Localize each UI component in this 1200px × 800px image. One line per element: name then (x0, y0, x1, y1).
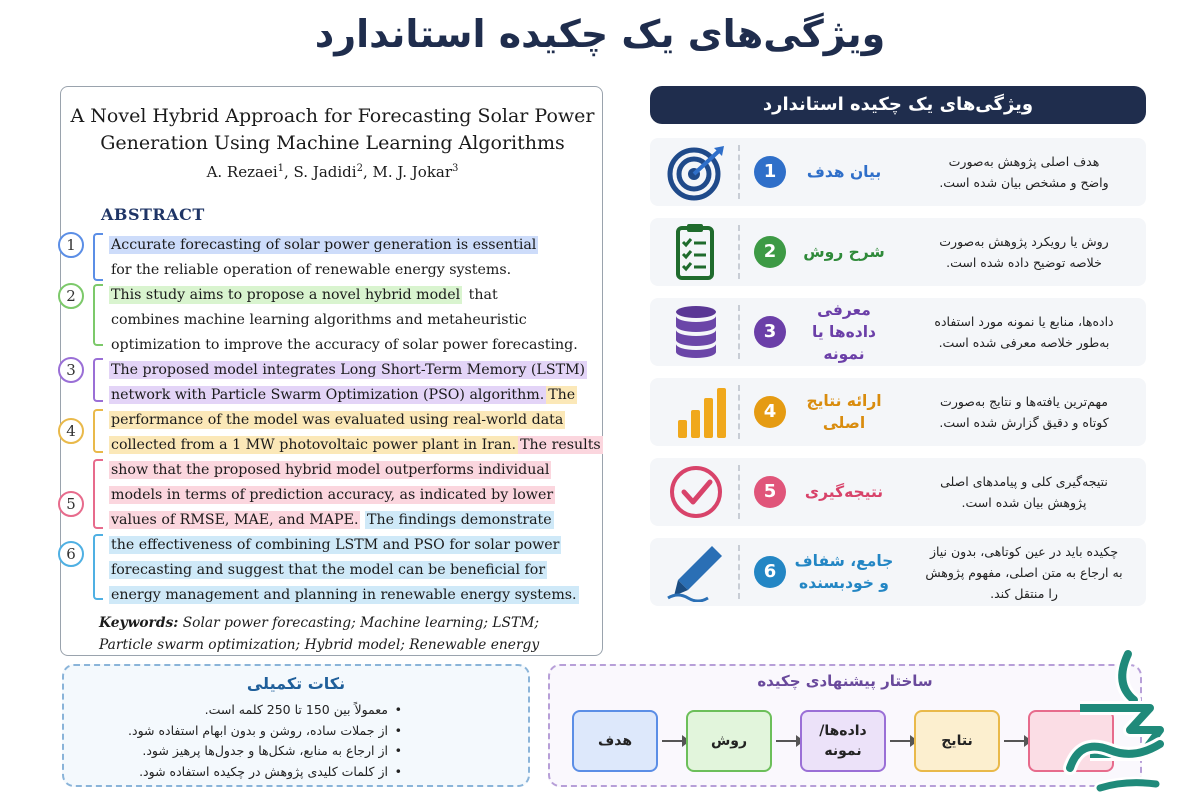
highlight-data: network with Particle Swarm Optimization (PSO) algorithm. (111, 387, 545, 403)
highlight-method: This study aims to propose a novel hybrid model (111, 287, 461, 303)
abstract-line (109, 233, 538, 258)
highlight-results: collected from a 1 MW photovoltaic power plant in Iran. (111, 437, 517, 453)
highlight-comprehensive: forecasting and suggest that the model can be beneficial for (111, 562, 546, 578)
feature-description-line: روش یا رویکرد پژوهش به‌صورت (939, 234, 1109, 249)
structure-step-results: نتایج (914, 710, 1000, 772)
section-bracket-3 (93, 358, 103, 402)
abstract-text: combines machine learning algorithms and metaheuristic (111, 312, 527, 328)
keywords-label: Keywords: (99, 615, 179, 631)
features-panel-heading: ویژگی‌های یک چکیده استاندارد (650, 86, 1146, 124)
paper-title (61, 103, 604, 157)
highlight-conclusion: models in terms of prediction accuracy, as indicated by lower (111, 487, 554, 503)
feature-label: ارائه نتایج اصلی (806, 392, 882, 432)
section-number-1: 1 (58, 232, 84, 258)
feature-label: نتیجه‌گیری (804, 483, 884, 501)
feature-label: معرفی داده‌ها یا نمونه (812, 301, 876, 363)
highlight-conclusion: show that the proposed hybrid model outperforms individual (111, 462, 550, 478)
notes-item: • از کلمات کلیدی پژوهش در چکیده استفاده شود. (72, 762, 402, 783)
feature-row-comprehensive (650, 538, 1146, 606)
feature-description (912, 538, 1136, 606)
highlight-results: The (548, 387, 576, 403)
feature-description (912, 138, 1136, 206)
abstract-text: optimization to improve the accuracy of solar power forecasting. (111, 337, 578, 353)
section-number-4: 4 (58, 418, 84, 444)
feature-description-line: کوتاه و دقیق گزارش شده است. (939, 415, 1109, 430)
feature-description-line: هدف اصلی پژوهش به‌صورت (948, 154, 1100, 169)
paper-title-line-2: Generation Using Machine Learning Algorithms (100, 132, 565, 154)
feature-description-line: پژوهش بیان شده است. (961, 495, 1087, 510)
structure-step-data: داده‌ها/ نمونه (800, 710, 886, 772)
section-bracket-1 (93, 233, 103, 281)
author-name: S. Jadidi (293, 163, 357, 181)
feature-description (912, 378, 1136, 446)
notes-item: • معمولاً بین 150 تا 250 کلمه است. (72, 700, 402, 721)
highlight-results: performance of the model was evaluated using real-world data (111, 412, 564, 428)
target-icon (658, 142, 734, 202)
highlight-comprehensive: The findings demonstrate (366, 512, 552, 528)
abstract-text: that (468, 287, 498, 303)
feature-description (912, 218, 1136, 286)
feature-description (912, 458, 1136, 526)
feature-description-line: واضح و مشخص بیان شده است. (939, 175, 1109, 190)
feature-row-goal (650, 138, 1146, 206)
author-affiliation: 3 (452, 163, 459, 174)
keywords-text: Solar power forecasting; Machine learning; LSTM; (182, 615, 539, 631)
highlight-conclusion: The results (520, 437, 601, 453)
highlight-comprehensive: the effectiveness of combining LSTM and PSO for solar power (111, 537, 560, 553)
highlight-goal: Accurate forecasting of solar power generation is essential (111, 237, 537, 253)
feature-divider (738, 145, 740, 199)
feature-number-badge: 2 (754, 236, 786, 268)
check-circle-icon (658, 462, 734, 522)
arrow-right-icon (1004, 740, 1030, 742)
abstract-line (109, 283, 500, 308)
structure-step-goal: هدف (572, 710, 658, 772)
feature-divider (738, 385, 740, 439)
notes-item: • از ارجاع به منابع، شکل‌ها و جدول‌ها پرهیز شود. (72, 741, 402, 762)
keywords-text: Particle swarm optimization; Hybrid model; Renewable energy (99, 637, 540, 653)
feature-number-badge: 4 (754, 396, 786, 428)
feature-description-line: به ارجاع به متن اصلی، مفهوم پژوهش (925, 564, 1123, 580)
highlight-comprehensive: energy management and planning in renewable energy systems. (111, 587, 577, 603)
section-bracket-6 (93, 534, 103, 600)
feature-divider (738, 225, 740, 279)
arrow-right-icon (776, 740, 802, 742)
abstract-line (109, 558, 547, 583)
feature-number-badge: 5 (754, 476, 786, 508)
highlight-data: The proposed model integrates Long Short-Term Memory (LSTM) (111, 362, 586, 378)
feature-label: بیان هدف (806, 163, 882, 181)
paper-title-line-1: A Novel Hybrid Approach for Forecasting Solar Power (70, 105, 595, 127)
abstract-line (109, 483, 555, 508)
notes-item: • از جملات ساده، روشن و بدون ابهام استفاده شود. (72, 721, 402, 742)
page-title: ویژگی‌های یک چکیده استاندارد (314, 12, 886, 56)
bar-chart-icon (658, 382, 734, 442)
feature-divider (738, 305, 740, 359)
abstract-line (109, 258, 513, 283)
structure-step-method: روش (686, 710, 772, 772)
section-number-6: 6 (58, 541, 84, 567)
section-bracket-4 (93, 409, 103, 453)
feature-number-badge: 1 (754, 156, 786, 188)
section-bracket-2 (93, 284, 103, 346)
section-number-2: 2 (58, 283, 84, 309)
feature-number-badge: 6 (754, 556, 786, 588)
notes-list (72, 700, 402, 782)
supplementary-notes-box (62, 664, 530, 787)
feature-description (912, 298, 1136, 366)
clipboard-checklist-icon (658, 222, 734, 282)
abstract-line (109, 358, 587, 383)
feature-description-line: چکیده باید در عین کوتاهی، بدون نیاز (929, 543, 1119, 559)
abstract-line (109, 533, 561, 558)
section-number-5: 5 (58, 491, 84, 517)
feature-label: جامع، شفاف و خودبسنده (794, 552, 894, 592)
arrow-right-icon (662, 740, 688, 742)
feature-divider (738, 545, 740, 599)
feature-row-results (650, 378, 1146, 446)
paper-authors: A. Rezaei$^1$, S. Jadidi$^2$, M. J. Jokar$^3$ (206, 163, 459, 181)
arrow-right-icon (890, 740, 916, 742)
section-number-3: 3 (58, 357, 84, 383)
feature-description-line: داده‌ها، منابع یا نمونه مورد استفاده (934, 314, 1114, 329)
feature-description-line: خلاصه توضیح داده شده است. (946, 255, 1102, 270)
feature-row-conclusion (650, 458, 1146, 526)
author-affiliation: 2 (356, 163, 363, 174)
abstract-text: for the reliable operation of renewable energy systems. (111, 262, 512, 278)
feature-divider (738, 465, 740, 519)
pen-icon (658, 542, 734, 602)
section-bracket-5 (93, 459, 103, 529)
abstract-line (109, 333, 580, 358)
abstract-heading: ABSTRACT (101, 205, 205, 224)
highlight-conclusion: values of RMSE, MAE, and MAPE. (111, 512, 359, 528)
feature-description-line: به‌طور خلاصه معرفی شده است. (938, 335, 1110, 350)
paper-abstract-card (60, 86, 603, 656)
abstract-line (109, 408, 565, 433)
publisher-logo-icon (1040, 648, 1190, 798)
abstract-line (109, 433, 603, 458)
abstract-line (109, 458, 551, 483)
feature-row-method (650, 218, 1146, 286)
feature-description-line: را منتقل کند. (990, 585, 1058, 601)
notes-title: نکات تکمیلی (246, 674, 346, 693)
author-name: M. J. Jokar (372, 163, 453, 181)
feature-description-line: مهم‌ترین یافته‌ها و نتایج به‌صورت (940, 394, 1108, 409)
feature-label: شرح روش (803, 243, 885, 261)
author-name: A. Rezaei (206, 163, 278, 181)
author-affiliation: 1 (277, 163, 284, 174)
structure-title: ساختار پیشنهادی چکیده (757, 672, 933, 690)
abstract-line (109, 383, 577, 408)
paper-keywords (99, 612, 589, 656)
abstract-line (109, 508, 554, 533)
abstract-line (109, 583, 579, 608)
feature-row-data (650, 298, 1146, 366)
database-icon (658, 302, 734, 362)
abstract-line (109, 308, 529, 333)
feature-description-line: نتیجه‌گیری کلی و پیامدهای اصلی (940, 474, 1108, 489)
feature-number-badge: 3 (754, 316, 786, 348)
